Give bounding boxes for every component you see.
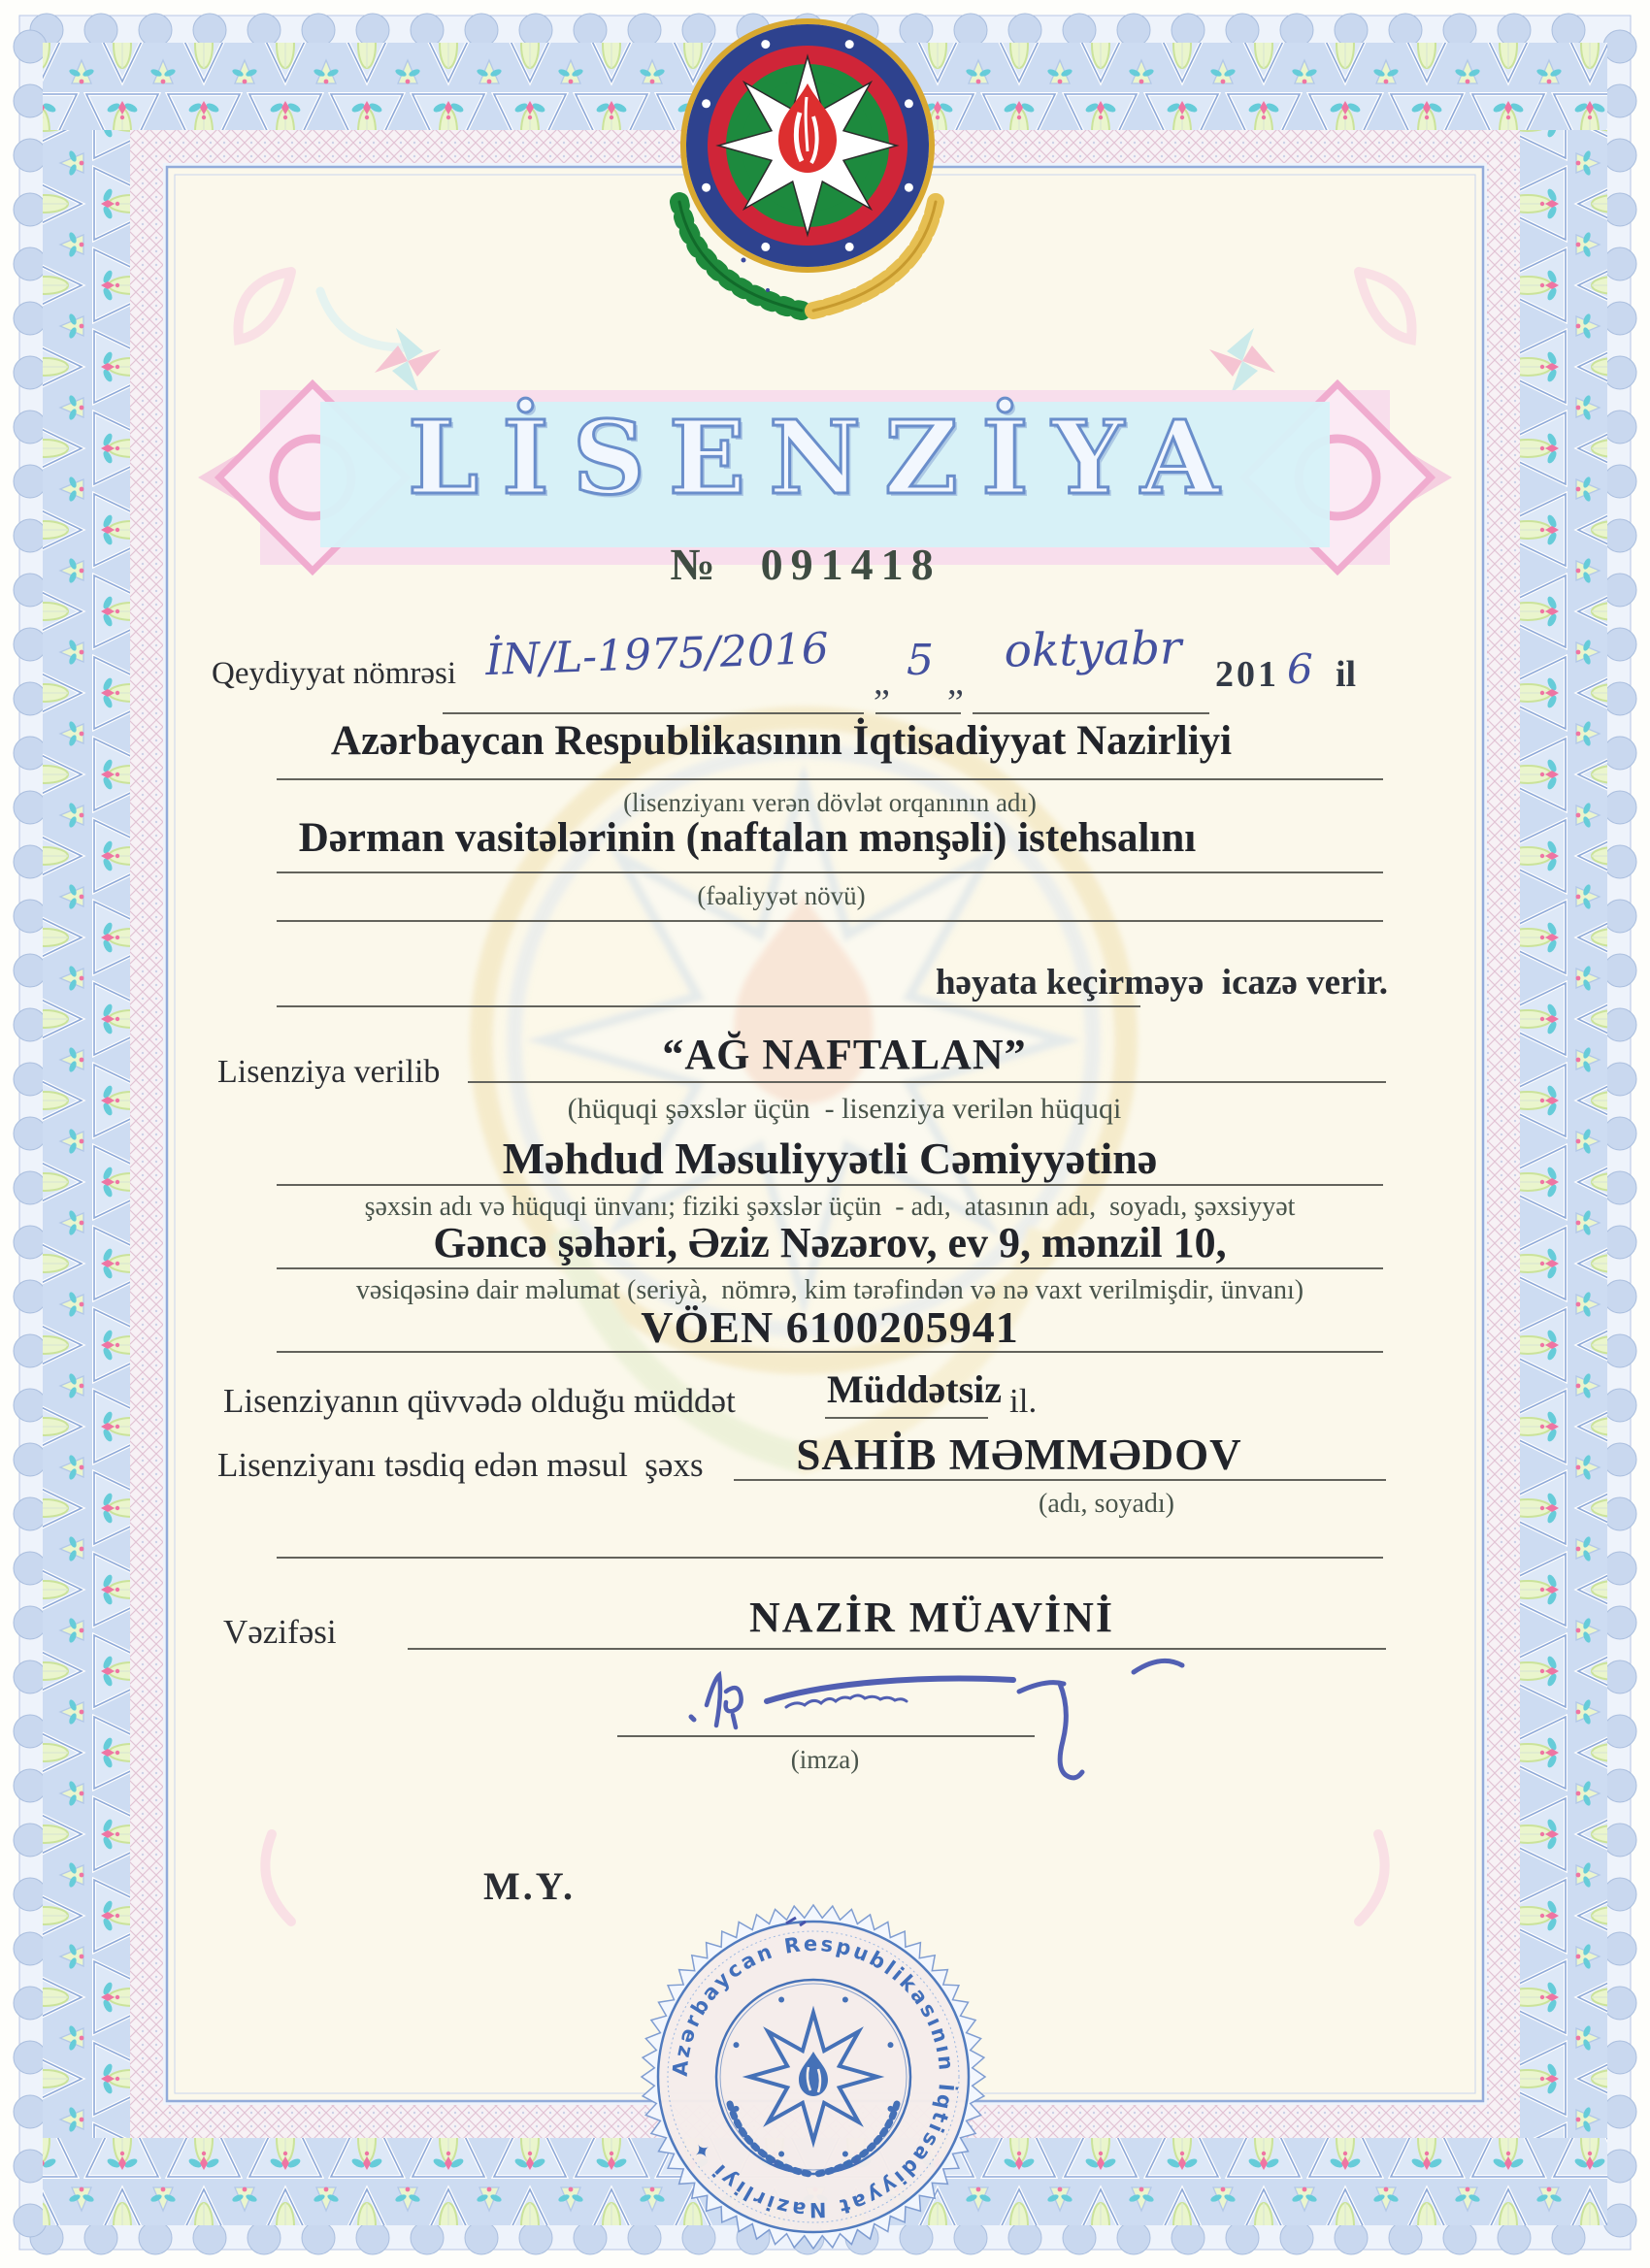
field-underline (277, 871, 1383, 873)
seal-ring-text: Azərbaycan Respublikasının İqtisadiyyat Nazirliyi ✦ (668, 1931, 959, 2222)
field-underline (443, 712, 864, 714)
day-quote-close: „ (947, 662, 964, 703)
licensee-caption-1: (hüquqi şəxslər üçün - lisenziya verilən hüquqi (567, 1093, 1122, 1125)
registration-year-handwritten: 6 (1287, 645, 1313, 693)
validity-label: Lisenziyanın qüvvədə olduğu müddət (223, 1382, 736, 1420)
field-underline (825, 1417, 988, 1419)
field-underline (973, 712, 1209, 714)
licensee-name: “AĞ NAFTALAN” (662, 1031, 1027, 1078)
activity-name: Dərman vasitələrinin (naftalan mənşəli) istehsalını (298, 815, 1197, 861)
field-underline (277, 1267, 1383, 1269)
approver-label: Lisenziyanı təsdiq edən məsul şəxs (217, 1446, 704, 1484)
registration-label: Qeydiyyat nömrəsi (212, 656, 457, 691)
day-quote-open: „ (874, 662, 890, 703)
registration-year-printed: 201 (1215, 654, 1279, 695)
licensee-address: Gəncə şəhəri, Əziz Nəzərov, ev 9, mənzil 10, (433, 1219, 1227, 1266)
licensee-label: Lisenziya verilib (217, 1054, 441, 1090)
empty-underline (277, 1557, 1383, 1559)
licensee-caption-3: vəsiqəsinə dair məlumat (seriyà, nömrə, kim tərəfindən və nə vaxt verilmişdir, ünvanı) (355, 1275, 1304, 1305)
approver-caption: (adı, soyadı) (1039, 1489, 1174, 1519)
field-underline (875, 712, 961, 714)
certificate-title: LİSENZİYA (407, 398, 1243, 517)
ministry-seal (642, 1905, 985, 2249)
approver-name: SAHİB MƏMMƏDOV (796, 1430, 1242, 1479)
license-number: № 091418 (670, 540, 941, 589)
field-underline (408, 1648, 1386, 1650)
issuer-name: Azərbaycan Respublikasının İqtisadiyyat Nazirliyi (330, 718, 1233, 764)
field-underline (468, 1081, 1386, 1083)
activity-caption: (fəaliyyət növü) (697, 881, 866, 910)
registration-year-suffix: il (1336, 654, 1357, 695)
position-label: Vəzifəsi (223, 1613, 337, 1651)
signature-caption: (imza) (790, 1745, 860, 1774)
validity-value: Müddətsiz (827, 1367, 1002, 1411)
registration-month-handwritten: oktyabr (1004, 621, 1182, 678)
field-underline (277, 1005, 1140, 1007)
field-underline (277, 1351, 1383, 1353)
licensee-tax-id: VÖEN 6100205941 (641, 1302, 1019, 1352)
field-underline (277, 778, 1383, 780)
field-underline (277, 1184, 1383, 1186)
stamp-place-mark: M.Y. (483, 1864, 576, 1908)
signature-line (617, 1735, 1035, 1737)
registration-day-handwritten: 5 (907, 636, 934, 685)
licensee-caption-2: şəxsin adı və hüquqi ünvanı; fiziki şəxslər üçün - adı, atasının adı, soyadı, şəxsiyyət (364, 1192, 1296, 1222)
registration-number-handwritten: İN/L-1975/2016 (484, 623, 830, 686)
issuer-caption: (lisenziyanı verən dövlət orqanının adı) (623, 788, 1037, 817)
validity-suffix: il. (1009, 1382, 1038, 1420)
azerbaijan-coat-of-arms (679, 21, 936, 311)
licensee-entity-type: Məhdud Məsuliyyətli Cəmiyyətinə (502, 1134, 1158, 1183)
field-underline (734, 1479, 1386, 1481)
empty-underline (277, 920, 1383, 922)
grant-clause: həyata keçirməyə icazə verir. (935, 963, 1388, 1003)
position-value: NAZİR MÜAVİNİ (748, 1594, 1114, 1641)
